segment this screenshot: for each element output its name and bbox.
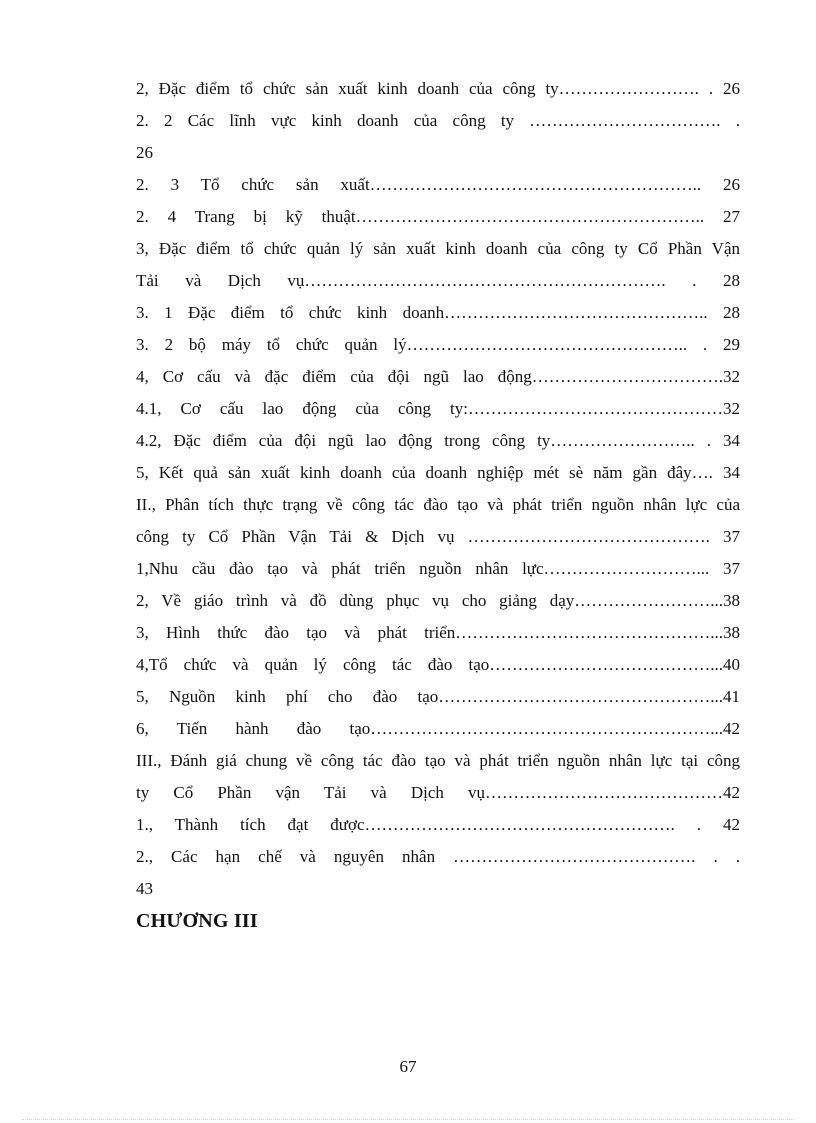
toc-entry: 4, Cơ cấu và đặc điểm của đội ngũ lao động…………………………….32 xyxy=(136,367,740,386)
toc-entry: 4.2, Đặc điểm của đội ngũ lao động trong công ty…………………….. . 34 xyxy=(136,431,740,450)
toc-entry: 2., Các hạn chế và nguyên nhân ……………………………………. . . xyxy=(136,847,740,866)
page-bottom-divider xyxy=(22,1119,794,1120)
toc-entry: công ty Cổ Phần Vận Tải & Dịch vụ ……………………………………. 37 xyxy=(136,527,740,546)
toc-entry: 2, Về giáo trình và đồ dùng phục vụ cho giảng dạy……………………...38 xyxy=(136,591,740,610)
chapter-heading: CHƯƠNG III xyxy=(136,910,258,932)
toc-entry: II., Phân tích thực trạng về công tác đào tạo và phát triển nguồn nhân lực của xyxy=(136,495,740,514)
toc-entry: 3, Hình thức đào tạo và phát triển………………………………………...38 xyxy=(136,623,740,642)
page-number: 67 xyxy=(399,1057,417,1076)
toc-entry: 5, Nguồn kinh phí cho đào tạo…………………………………………...41 xyxy=(136,687,740,706)
toc-entry: 1,Nhu cầu đào tạo và phát triển nguồn nhân lực………………………... 37 xyxy=(136,559,740,578)
toc-entry-page: 26 xyxy=(136,143,153,162)
toc-entry-page: 43 xyxy=(136,879,153,898)
toc-entry: 1., Thành tích đạt được………………………………………………. . 42 xyxy=(136,815,740,834)
toc-entry: 2, Đặc điểm tổ chức sản xuất kinh doanh của công ty……………………. . 26 xyxy=(136,79,740,98)
table-of-contents xyxy=(136,73,740,905)
toc-entry: 3, Đặc điểm tổ chức quản lý sản xuất kinh doanh của công ty Cổ Phần Vận xyxy=(136,239,740,258)
toc-entry: Tải và Dịch vụ………………………………………………………. . 28 xyxy=(136,271,740,290)
toc-entry: 5, Kết quả sản xuất kinh doanh của doanh nghiệp mét sè năm gần đây…. 34 xyxy=(136,463,740,482)
toc-entry: 4.1, Cơ cấu lao động của công ty:………………………………………32 xyxy=(136,399,740,418)
toc-entry: 3. 2 bộ máy tổ chức quản lý………………………………………….. . 29 xyxy=(136,335,740,354)
toc-entry: ty Cổ Phần vận Tải và Dịch vụ……………………………………42 xyxy=(136,783,740,802)
toc-entry: 4,Tổ chức và quản lý công tác đào tạo…………………………………...40 xyxy=(136,655,740,674)
toc-entry: 2. 3 Tổ chức sản xuất………………………………………………….. 26 xyxy=(136,175,740,194)
toc-entry: 3. 1 Đặc điểm tổ chức kinh doanh……………………………………….. 28 xyxy=(136,303,740,322)
toc-entry: 2. 4 Trang bị kỹ thuật…………………………………………………….. 27 xyxy=(136,207,740,226)
toc-entry: 6, Tiến hành đào tạo……………………………………………………...42 xyxy=(136,719,740,738)
toc-entry: III., Đánh giá chung về công tác đào tạo và phát triển nguồn nhân lực tại công xyxy=(136,751,740,770)
toc-entry: 2. 2 Các lĩnh vực kinh doanh của công ty ……………………………. . xyxy=(136,111,740,130)
